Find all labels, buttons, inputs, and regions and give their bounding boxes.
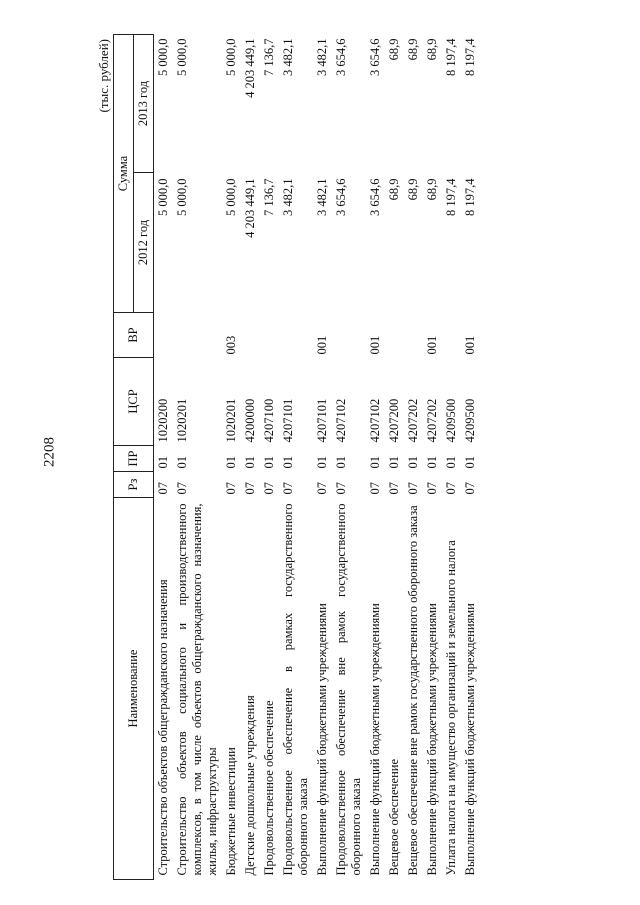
rotated-page-content: [95, 35, 480, 880]
table-body: [154, 35, 481, 880]
budget-table: [113, 34, 480, 880]
table-header: [114, 35, 154, 880]
cell-sum-2012: 5 000,0: [156, 178, 170, 216]
cell-sum-2012: 68,9: [425, 178, 439, 201]
table-row: [332, 35, 366, 880]
cell-rz: 07: [315, 482, 329, 495]
header-name: Наименование: [114, 498, 154, 880]
cell-csr: 4207200: [387, 398, 401, 443]
cell-pr: 01: [224, 456, 238, 469]
header-csr: ЦСР: [114, 358, 154, 446]
cell-sum-2013: 68,9: [387, 38, 401, 61]
cell-vr: [279, 313, 313, 358]
cell-sum-2012: 68,9: [387, 178, 401, 201]
cell-name: Детские дошкольные учреждения: [243, 695, 257, 876]
cell-rz: 07: [334, 482, 348, 495]
cell-sum-2013: 5 000,0: [175, 38, 189, 76]
cell-sum-2013: 5 000,0: [156, 38, 170, 76]
cell-csr: 4207202: [406, 398, 420, 443]
cell-sum-2012: 7 136,7: [262, 178, 276, 216]
header-sum: Сумма: [114, 35, 134, 313]
cell-vr: [332, 313, 366, 358]
cell-csr: 1020201: [224, 398, 238, 443]
cell-name: Уплата налога на имущество организаций и земельного налога: [444, 540, 458, 876]
table-row: [366, 35, 385, 880]
table-row: [423, 35, 442, 880]
cell-csr: 1020201: [175, 398, 189, 443]
cell-csr: 4207101: [315, 398, 329, 443]
header-vr: ВР: [114, 313, 154, 358]
cell-sum-2012: 3 654,6: [368, 178, 382, 216]
cell-rz: 07: [156, 482, 170, 495]
cell-csr: 4207100: [262, 398, 276, 443]
cell-sum-2012: 8 197,4: [463, 178, 477, 216]
table-row: [313, 35, 332, 880]
cell-name: Вещевое обеспечение: [387, 759, 401, 876]
units-note: (тыс. рублей): [96, 39, 111, 113]
cell-csr: 4207102: [334, 398, 348, 443]
cell-csr: 1020200: [156, 398, 170, 443]
cell-vr: [385, 313, 404, 358]
cell-pr: 01: [387, 456, 401, 469]
cell-sum-2013: 3 654,6: [334, 38, 348, 76]
cell-rz: 07: [406, 482, 420, 495]
header-year-2013: 2013 год: [134, 35, 154, 173]
cell-rz: 07: [387, 482, 401, 495]
cell-name: Выполнение функций бюджетными учреждениями: [463, 603, 477, 876]
cell-pr: 01: [463, 456, 477, 469]
table-row: [222, 35, 241, 880]
cell-sum-2013: 3 482,1: [281, 38, 295, 76]
cell-vr: 001: [463, 335, 477, 355]
table-row: [154, 35, 174, 880]
header-year-2012: 2012 год: [134, 173, 154, 313]
table-row: [461, 35, 480, 880]
cell-vr: 001: [368, 335, 382, 355]
cell-name: Выполнение функций бюджетными учреждениями: [368, 603, 382, 876]
cell-vr: [241, 313, 260, 358]
cell-pr: 01: [315, 456, 329, 469]
cell-csr: 4209500: [444, 398, 458, 443]
table-row: [241, 35, 260, 880]
table-row: [279, 35, 313, 880]
cell-rz: 07: [175, 482, 189, 495]
cell-vr: [173, 313, 222, 358]
cell-name: Продовольственное обеспечение в рамках государственного оборонного заказа: [281, 503, 310, 876]
cell-name: Продовольственное обеспечение вне рамок государственного оборонного заказа: [334, 503, 363, 876]
table-row: [442, 35, 461, 880]
cell-pr: 01: [156, 456, 170, 469]
cell-sum-2013: 8 197,4: [463, 38, 477, 76]
cell-rz: 07: [444, 482, 458, 495]
cell-name: Вещевое обеспечение вне рамок государственного оборонного заказа: [406, 505, 420, 876]
cell-vr: 001: [315, 335, 329, 355]
header-rz: Рз: [114, 472, 154, 498]
cell-pr: 01: [368, 456, 382, 469]
cell-name: Бюджетные инвестиции: [224, 747, 238, 876]
page-number: 2208: [41, 437, 58, 467]
cell-pr: 01: [425, 456, 439, 469]
cell-vr: [442, 313, 461, 358]
table-row: [404, 35, 423, 880]
cell-vr: [404, 313, 423, 358]
cell-sum-2013: 68,9: [425, 38, 439, 61]
cell-pr: 01: [281, 456, 295, 469]
cell-csr: 4207102: [368, 398, 382, 443]
cell-vr: 001: [425, 335, 439, 355]
cell-sum-2012: 5 000,0: [224, 178, 238, 216]
cell-sum-2013: 5 000,0: [224, 38, 238, 76]
cell-pr: 01: [406, 456, 420, 469]
cell-rz: 07: [463, 482, 477, 495]
cell-name: Выполнение функций бюджетными учреждениями: [315, 603, 329, 876]
cell-name: Строительство объектов общегражданского назначения: [156, 579, 170, 876]
cell-csr: 4207101: [281, 398, 295, 443]
cell-name: Строительство объектов социального и производственного комплексов, в том числе объектов общегражданского назначения, жилья, инфраструктуры: [175, 503, 219, 876]
cell-sum-2013: 3 482,1: [315, 38, 329, 76]
cell-rz: 07: [243, 482, 257, 495]
cell-csr: 4207202: [425, 398, 439, 443]
cell-sum-2013: 4 203 449,1: [243, 38, 257, 98]
cell-csr: 4200000: [243, 398, 257, 443]
cell-csr: 4209500: [463, 398, 477, 443]
cell-sum-2013: 3 654,6: [368, 38, 382, 76]
cell-name: Продовольственное обеспечение: [262, 700, 276, 876]
cell-pr: 01: [334, 456, 348, 469]
header-pr: ПР: [114, 446, 154, 472]
cell-pr: 01: [262, 456, 276, 469]
cell-name: Выполнение функций бюджетными учреждениями: [425, 603, 439, 876]
cell-sum-2013: 7 136,7: [262, 38, 276, 76]
cell-sum-2012: 3 482,1: [281, 178, 295, 216]
cell-rz: 07: [224, 482, 238, 495]
cell-rz: 07: [262, 482, 276, 495]
cell-vr: 003: [224, 335, 238, 355]
cell-pr: 01: [444, 456, 458, 469]
cell-sum-2012: 8 197,4: [444, 178, 458, 216]
cell-sum-2013: 68,9: [406, 38, 420, 61]
cell-vr: [154, 313, 174, 358]
cell-rz: 07: [281, 482, 295, 495]
table-row: [173, 35, 222, 880]
cell-vr: [260, 313, 279, 358]
table-row: [260, 35, 279, 880]
cell-pr: 01: [243, 456, 257, 469]
cell-rz: 07: [368, 482, 382, 495]
cell-sum-2012: 4 203 449,1: [243, 178, 257, 238]
table-row: [385, 35, 404, 880]
cell-pr: 01: [175, 456, 189, 469]
cell-sum-2012: 3 482,1: [315, 178, 329, 216]
cell-sum-2012: 68,9: [406, 178, 420, 201]
cell-rz: 07: [425, 482, 439, 495]
cell-sum-2012: 5 000,0: [175, 178, 189, 216]
cell-sum-2013: 8 197,4: [444, 38, 458, 76]
cell-sum-2012: 3 654,6: [334, 178, 348, 216]
